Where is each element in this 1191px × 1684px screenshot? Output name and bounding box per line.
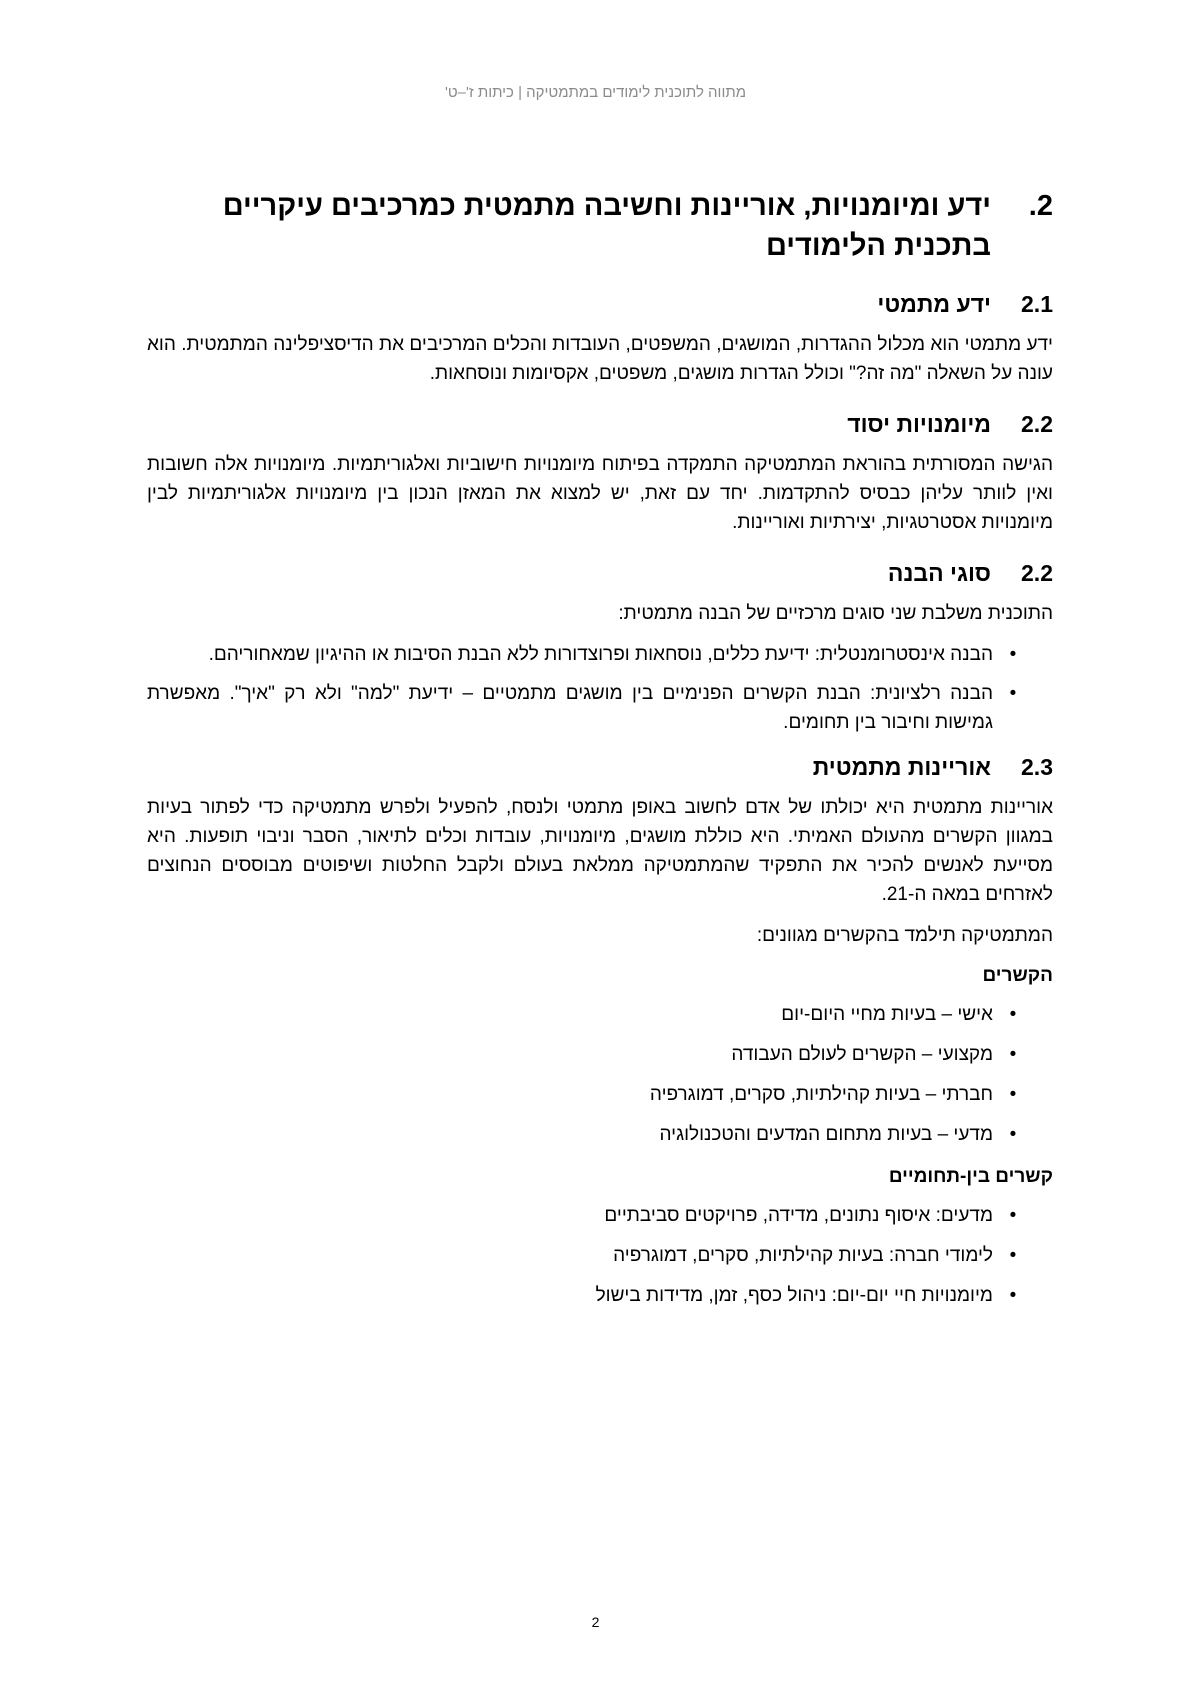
subsection-title: אוריינות מתמטית (812, 754, 991, 780)
bullet-icon: • (1009, 1084, 1017, 1105)
list-item: • הבנה אינסטרומנטלית: ידיעת כללים, נוסחאות ופרוצדורות ללא הבנת הסיבות או ההיגיון שמאחוריהם. (147, 640, 1023, 669)
subsection-title: סוגי הבנה (887, 560, 991, 586)
subsection-number: 2.2 (1021, 560, 1053, 586)
list-item: • מקצועי – הקשרים לעולם העבודה (147, 1040, 1023, 1069)
subsection-title: מיומנויות יסוד (847, 411, 991, 437)
interdisciplinary-heading: קשרים בין-תחומיים (888, 1166, 1053, 1187)
subsection-number: 2.1 (1021, 291, 1053, 317)
section-title: ידע ומיומנויות, אוריינות וחשיבה מתמטית כמרכיבים עיקריים בתכנית הלימודים (222, 190, 991, 262)
paragraph-understanding-intro: התוכנית משלבת שני סוגים מרכזיים של הבנה מתמטית: (618, 603, 1053, 624)
interdisciplinary-list (147, 1201, 1053, 1310)
bullet-icon: • (1009, 1124, 1017, 1145)
page-number: 2 (591, 1614, 600, 1630)
contexts-list (147, 1000, 1053, 1149)
paragraph-basic-skills: הגישה המסורתית בהוראת המתמטיקה התמקדה בפיתוח מיומנויות חישוביות ואלגוריתמיות. מיומנויות אלה חשובות ואין לוותר עליהן כבסיס להתקדמות. יחד עם זאת, יש למצוא את המאזן הנכון בין מיומנויות אלגוריתמיות לבין מיומנויות אסטרטגיות, יצירתיות ואוריינות. (147, 454, 1053, 533)
bullet-icon: • (1009, 683, 1017, 704)
running-header: מתווה לתוכנית לימודים במתמטיקה | כיתות ז'–ט' (444, 84, 747, 101)
list-item: • לימודי חברה: בעיות קהילתיות, סקרים, דמוגרפיה (147, 1241, 1023, 1270)
list-item: • חברתי – בעיות קהילתיות, סקרים, דמוגרפיה (147, 1080, 1023, 1109)
page-content (147, 186, 1053, 1324)
bullet-icon: • (1009, 1044, 1017, 1065)
subsection-heading-understanding-types (147, 557, 1053, 589)
bullet-icon: • (1009, 1004, 1017, 1025)
contexts-heading: הקשרים (982, 965, 1053, 986)
list-item: • מדעים: איסוף נתונים, מדידה, פרויקטים סביבתיים (147, 1201, 1023, 1230)
section-heading (147, 186, 1053, 266)
understanding-types-list (147, 640, 1053, 737)
list-item: • אישי – בעיות מחיי היום-יום (147, 1000, 1023, 1029)
subsection-number: 2.3 (1021, 754, 1053, 780)
bullet-icon: • (1009, 1205, 1017, 1226)
bullet-icon: • (1009, 1285, 1017, 1306)
list-item: • הבנה רלציונית: הבנת הקשרים הפנימיים בין מושגים מתמטיים – ידיעת "למה" ולא רק "איך". מאפשרת גמישות וחיבור בין תחומים. (147, 679, 1023, 737)
bullet-icon: • (1009, 1245, 1017, 1266)
paragraph-math-literacy: אוריינות מתמטית היא יכולתו של אדם לחשוב באופן מתמטי ולנסח, להפעיל ולפרש מתמטיקה כדי לפתור בעיות במגוון הקשרים מהעולם האמיתי. היא כוללת מושגים, מיומנויות, עובדות וכלים לתיאור, הסבר וניבוי תופעות. היא מסייעת לאנשים להכיר את התפקיד שהמתמטיקה ממלאת בעולם ולקבל החלטות ושיפוטים מבוססים הנחוצים לאזרחים במאה ה-21. (147, 797, 1053, 905)
list-item: • מדעי – בעיות מתחום המדעים והטכנולוגיה (147, 1120, 1023, 1149)
subsection-number: 2.2 (1021, 411, 1053, 437)
list-item: • מיומנויות חיי יום-יום: ניהול כסף, זמן, מדידות בישול (147, 1281, 1023, 1310)
subsection-heading-math-knowledge (147, 288, 1053, 320)
bullet-icon: • (1009, 644, 1017, 665)
subsection-heading-math-literacy (147, 751, 1053, 783)
paragraph-contexts-intro: המתמטיקה תילמד בהקשרים מגוונים: (756, 925, 1053, 946)
section-number: 2. (1028, 190, 1053, 222)
subsection-title: ידע מתמטי (877, 291, 991, 317)
paragraph-math-knowledge: ידע מתמטי הוא מכלול ההגדרות, המושגים, המשפטים, העובדות והכלים המרכיבים את הדיסציפלינה המתמטית. הוא עונה על השאלה "מה זה?" וכולל הגדרות מושגים, משפטים, אקסיומות ונוסחאות. (147, 334, 1053, 384)
subsection-heading-basic-skills (147, 408, 1053, 440)
